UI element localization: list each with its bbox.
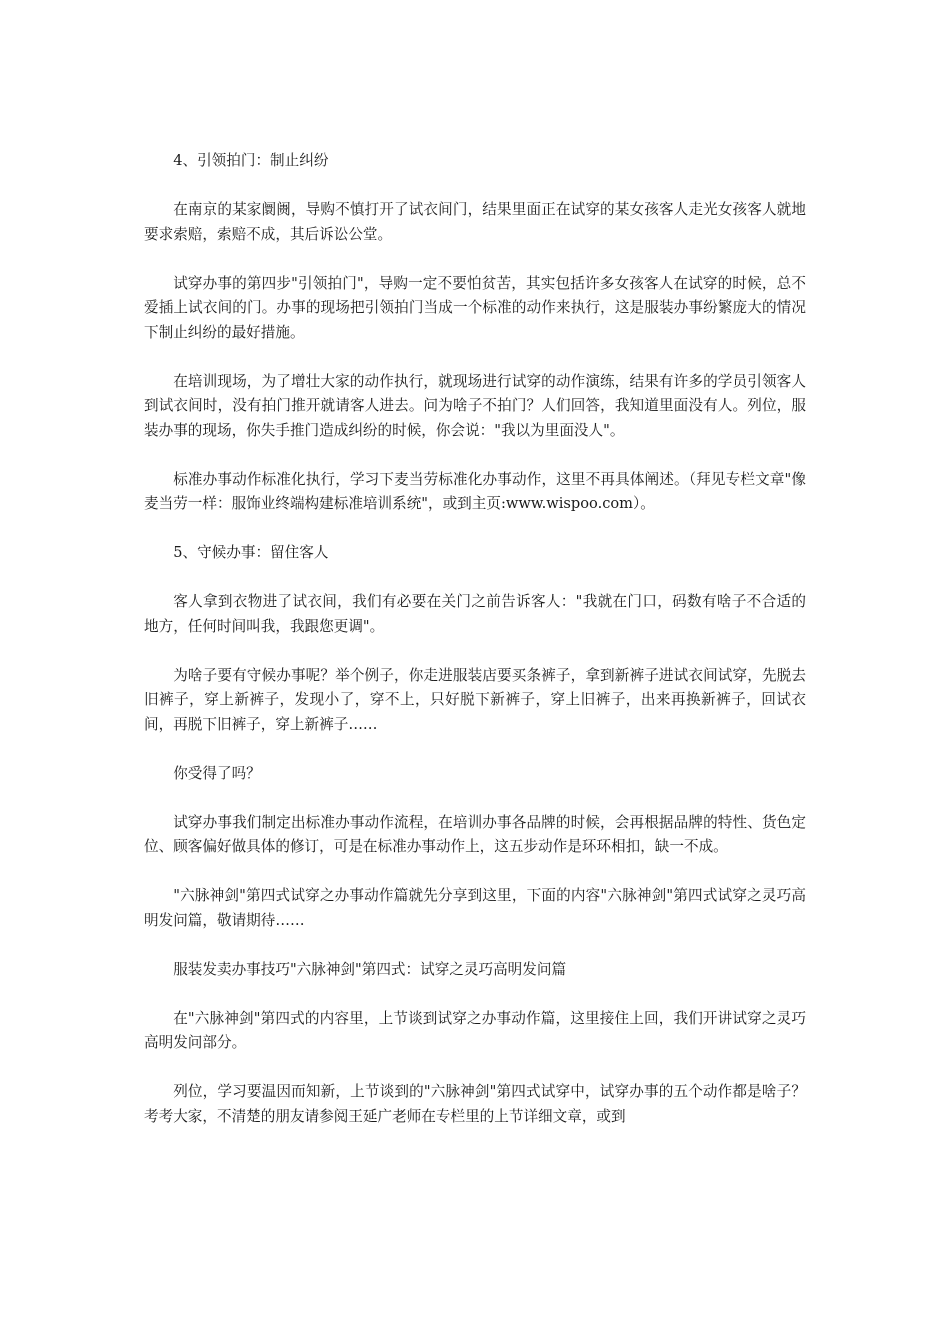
paragraph-waiting-example: 为啥子要有守候办事呢？举个例子，你走进服装店要买条裤子，拿到新裤子进试衣间试穿，先脱去旧裤子，穿上新裤子，发现小了，穿不上，只好脱下新裤子，穿上旧裤子，出来再换新裤子，回试衣间，再脱下旧裤子，穿上新裤子…… (144, 666, 806, 733)
section-heading-4: 4、引领拍门：制止纠纷 (173, 152, 329, 169)
section-heading-5: 5、守候办事：留住客人 (173, 544, 329, 561)
paragraph-standard-actions: 标准办事动作标准化执行，学习下麦当劳标准化办事动作，这里不再具体阐述。（拜见专栏文章"像麦当劳一样：服饰业终端构建标准培训系统"，或到主页:www.wispoo.com）。 (144, 470, 806, 512)
paragraph-nanjing-case: 在南京的某家阛阓，导购不慎打开了试衣间门，结果里面正在试穿的某女孩客人走光女孩客人就地要求索赔，索赔不成，其后诉讼公堂。 (144, 201, 806, 243)
section-heading-questioning: 服装发卖办事技巧"六脉神剑"第四式：试穿之灵巧高明发问篇 (173, 960, 567, 978)
paragraph-fitting-room: 客人拿到衣物进了试衣间，我们有必要在关门之前告诉客人："我就在门口，码数有啥子不合适的地方，任何时间叫我，我跟您更调"。 (144, 593, 806, 635)
paragraph-training-site: 在培训现场，为了增壮大家的动作执行，就现场进行试穿的动作演练，结果有许多的学员引领客人到试衣间时，没有拍门推开就请客人进去。问为啥子不拍门？人们回答，我知道里面没有人。列位，服装办事的现场，你失手推门造成纠纷的时候，你会说："我以为里面没人"。 (144, 372, 806, 439)
paragraph-question: 你受得了吗？ (173, 764, 261, 782)
paragraph-review: 列位，学习要温因而知新，上节谈到的"六脉神剑"第四式试穿中，试穿办事的五个动作都是啥子？考考大家，不清楚的朋友请参阅王延广老师在专栏里的上节详细文章，或到 (144, 1083, 806, 1125)
document-page (144, 149, 806, 1154)
paragraph-share-summary: "六脉神剑"第四式试穿之办事动作篇就先分享到这里，下面的内容"六脉神剑"第四式试穿之灵巧高明发问篇，敬请期待…… (144, 887, 806, 929)
paragraph-questioning-intro: 在"六脉神剑"第四式的内容里，上节谈到试穿之办事动作篇，这里接住上回，我们开讲试穿之灵巧高明发问部分。 (144, 1009, 806, 1051)
paragraph-standard-process: 试穿办事我们制定出标准办事动作流程，在培训办事各品牌的时候，会再根据品牌的特性、货色定位、顾客偏好做具体的修订，可是在标准办事动作上，这五步动作是环环相扣，缺一不成。 (144, 813, 806, 855)
paragraph-step-four: 试穿办事的第四步"引领拍门"，导购一定不要怕贫苦，其实包括许多女孩客人在试穿的时候，总不爱插上试衣间的门。办事的现场把引领拍门当成一个标准的动作来执行，这是服装办事纷繁庞大的情况下制止纠纷的最好措施。 (144, 274, 806, 341)
